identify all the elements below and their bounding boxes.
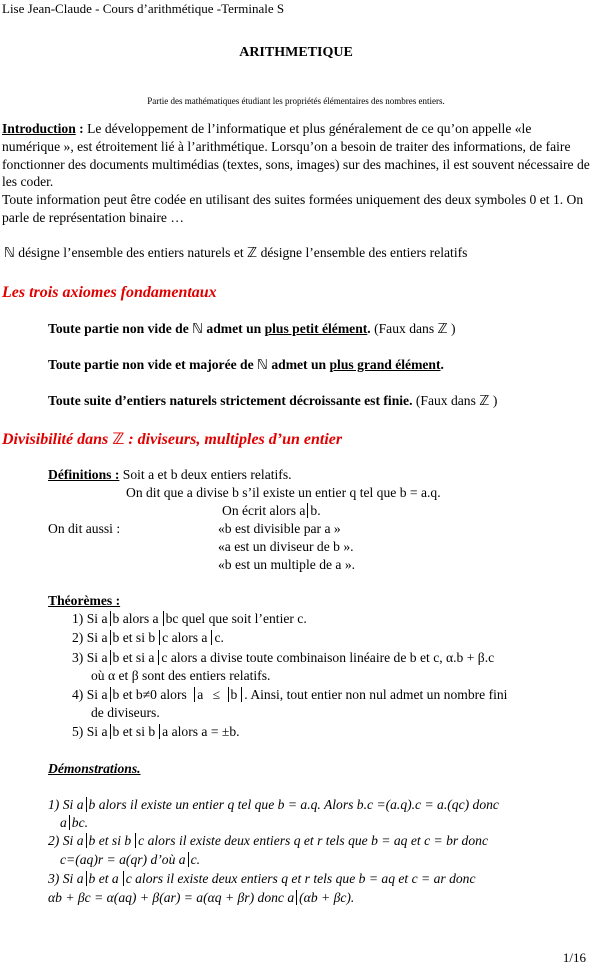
also-line-1: «b est divisible par a » (218, 521, 341, 536)
also-line-2: «a est un diviseur de b ». (218, 539, 354, 554)
axiom-1-mid: admet un (203, 321, 265, 336)
theorem-1 (72, 611, 309, 627)
theorem-3-c: c alors a divise toute combinaison linéaire de b et c, α.b + β.c (158, 650, 494, 665)
page-title: ARITHMETIQUE (239, 45, 353, 60)
theorem-4-b: b et b≠0 alors (110, 687, 191, 702)
demo-3-d: αb + βc = α(aq) + β(ar) = a(αq + βr) donc a (48, 890, 295, 905)
axiom-1-post: . (367, 321, 375, 336)
demo-2-d: c=(aq)r = a(qr) d’où a (60, 852, 186, 867)
naturals-symbol: ℕ (192, 321, 204, 337)
axiom-1-paren-end: ) (447, 321, 456, 336)
divisibility-heading-pre: Divisibilité dans (2, 431, 113, 448)
theorem-5-c: a alors a = ±b. (159, 724, 239, 739)
demo-2 (48, 833, 490, 849)
theorem-3-a: 3) Si a (72, 650, 108, 665)
theorem-3-line-2: où α et β sont des entiers relatifs. (91, 668, 271, 683)
demo-2-b: b et si b (86, 833, 132, 848)
definitions-label: Définitions : (48, 467, 120, 482)
demo-2-e: c. (188, 852, 200, 867)
theorem-4-c: a (194, 687, 203, 702)
demo-2-c: c alors il existe deux entiers q et r tels que b = aq et c = br donc (135, 833, 488, 848)
demo-1-c: a (60, 815, 67, 830)
theorem-4-line-2: de diviseurs. (91, 705, 160, 720)
demo-3 (48, 871, 478, 887)
also-label: On dit aussi : (48, 521, 121, 536)
intro-sep: : (75, 121, 88, 136)
theorem-1-a: 1) Si a (72, 611, 108, 626)
integers-symbol: ℤ (247, 245, 258, 261)
theorem-5 (72, 724, 242, 740)
demo-3-line-2 (48, 890, 356, 906)
axiom-3-paren-end: ) (489, 393, 498, 408)
theorem-5-b: b et si b (110, 724, 156, 739)
theorem-4 (72, 687, 509, 703)
theorem-1-c: bc quel que soit l’entier c. (163, 611, 307, 626)
definitions-line-2: On dit que a divise b s’il existe un entier q tel que b = a.q. (126, 485, 441, 500)
integers-symbol: ℤ (479, 393, 490, 409)
intro-text-1: Le développement de l’informatique et plus généralement de ce qu’on appelle «le numérique », est étroitement lié à l’arithmétique. Lorsqu’on a besoin de traiter des informations, de faire fonctionner des documents multimédias (textes, sons, images) sur des machines, il est souvent nécessaire de les coder. (2, 121, 590, 190)
theorem-5-a: 5) Si a (72, 724, 108, 739)
definitions-line-3 (222, 503, 323, 519)
demo-3-c: c alors il existe deux entiers q et r tels que b = aq et c = ar donc (123, 871, 476, 886)
theorem-2-c: c alors a (159, 630, 207, 645)
demo-1-d: bc. (69, 815, 88, 830)
also-line-3: «b est un multiple de a ». (218, 557, 356, 572)
sets-line (4, 245, 467, 261)
demo-2-a: 2) Si a (48, 833, 84, 848)
demo-1-b: b alors il existe un entier q tel que b = a.q. Alors b.c =(a.q).c = a.(qc) donc (86, 797, 499, 812)
theorem-1-b: b alors a (110, 611, 159, 626)
axiom-3-paren: (Faux dans (412, 393, 480, 408)
axiom-1-pre: Toute partie non vide de (48, 321, 193, 336)
theorem-2-b: b et si b (110, 630, 156, 645)
definitions-line-1 (48, 467, 292, 483)
definitions-text-3: On écrit alors a (222, 503, 306, 518)
theorem-2-d: c. (211, 630, 223, 645)
integers-symbol: ℤ (437, 321, 448, 337)
theorem-4-a: 4) Si a (72, 687, 108, 702)
theorem-2-a: 2) Si a (72, 630, 108, 645)
axiom-2-mid: admet un (267, 357, 330, 372)
demo-2-line-2 (60, 852, 202, 868)
divisibility-heading-post: : diviseurs, multiples d’un entier (124, 431, 343, 448)
demo-3-a: 3) Si a (48, 871, 84, 886)
divisibility-heading (2, 429, 342, 449)
naturals-symbol: ℕ (4, 245, 15, 261)
axioms-heading: Les trois axiomes fondamentaux (2, 284, 217, 301)
axiom-3-text: Toute suite d’entiers naturels strictement décroissante est finie. (48, 393, 413, 408)
demo-1-line-2 (60, 815, 90, 831)
demo-3-e: (αb + βc). (296, 890, 354, 905)
introduction-paragraph (2, 120, 590, 227)
definitions-text-1: Soit a et b deux entiers relatifs. (119, 467, 292, 482)
theorems-label: Théorèmes : (48, 593, 121, 608)
axiom-1 (48, 321, 456, 337)
axiom-2-pre: Toute partie non vide et majorée de (48, 357, 258, 372)
intro-label: Introduction (2, 121, 76, 136)
theorem-3-b: b et si a (110, 650, 155, 665)
theorem-2 (72, 630, 226, 646)
sets-text-a: désigne l’ensemble des entiers naturels et (14, 245, 248, 260)
integers-symbol: ℤ (112, 429, 125, 448)
subtitle: Partie des mathématiques étudiant les propriétés élémentaires des nombres entiers. (147, 96, 445, 106)
sets-text-b: désigne l’ensemble des entiers relatifs (257, 245, 468, 260)
axiom-2 (48, 357, 444, 373)
theorem-4-d: ≤ (209, 687, 224, 702)
axiom-1-key: plus petit élément (264, 321, 368, 336)
theorem-4-f: . Ainsi, tout entier non nul admet un nombre fini (241, 687, 507, 702)
theorem-4-e: b (228, 687, 238, 702)
intro-text-2: Toute information peut être codée en utilisant des suites formées uniquement des deux symboles 0 et 1. On parle de représentation binaire … (2, 192, 584, 225)
page-header: Lise Jean-Claude - Cours d’arithmétique -Terminale S (2, 1, 285, 16)
naturals-symbol: ℕ (257, 357, 268, 373)
axiom-1-paren: (Faux dans (374, 321, 438, 336)
axiom-2-key: plus grand élément (329, 357, 441, 372)
demo-3-b: b et a (86, 871, 119, 886)
demo-1-a: 1) Si a (48, 797, 84, 812)
page-number: 1/16 (562, 950, 586, 965)
divides-bar: b. (307, 503, 320, 518)
axiom-2-post: . (440, 357, 444, 372)
theorem-3 (72, 650, 496, 666)
demonstrations-label: Démonstrations. (48, 761, 141, 776)
axiom-3 (48, 393, 497, 409)
demo-1 (48, 797, 501, 813)
